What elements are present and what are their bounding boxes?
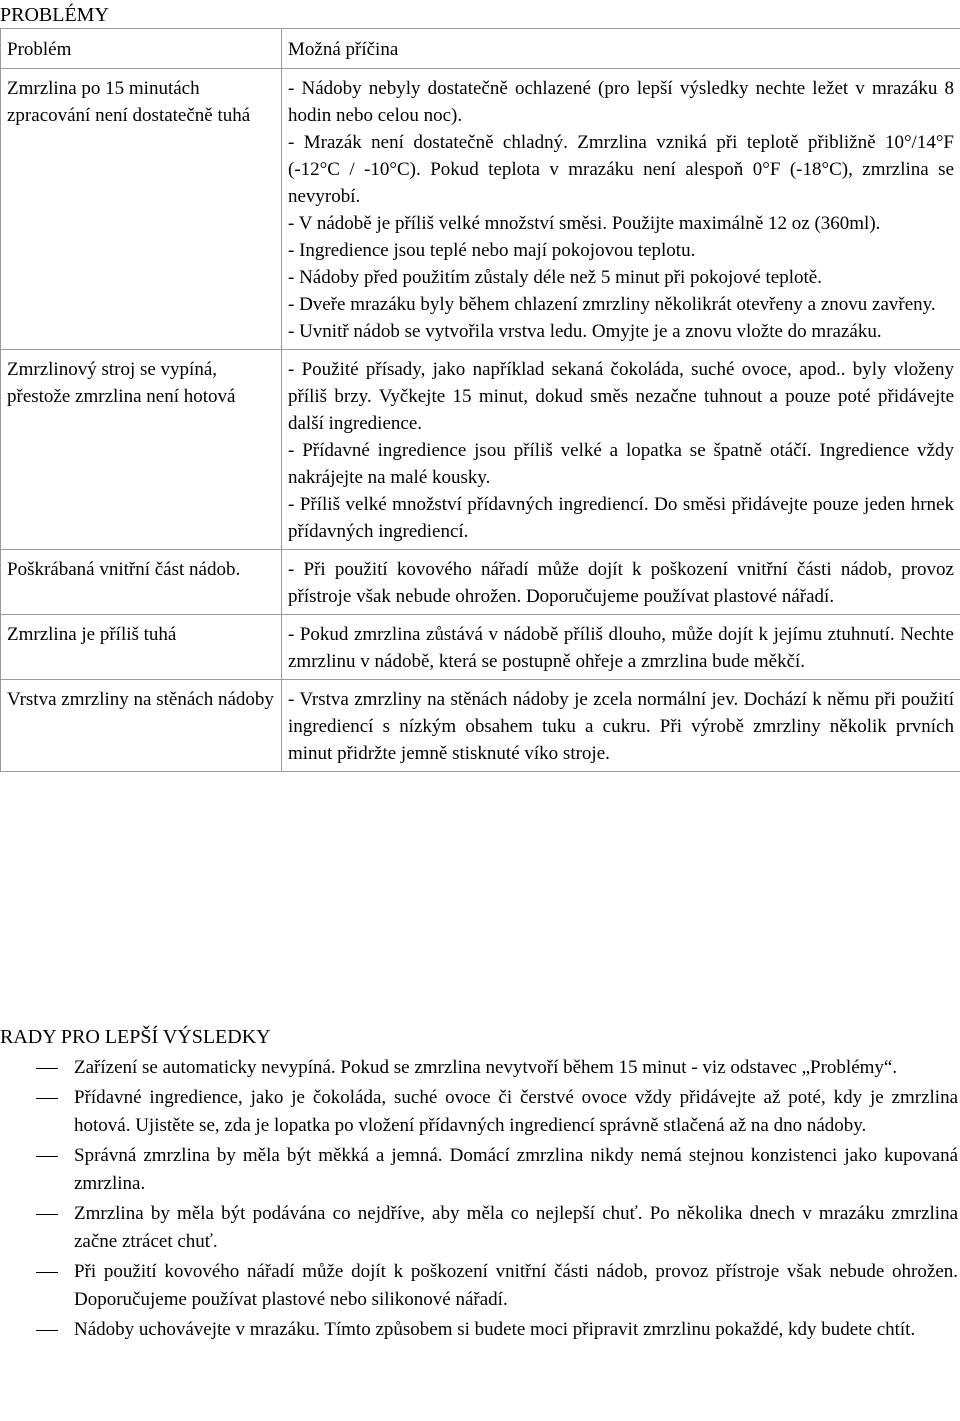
problem-cell: Poškrábaná vnitřní část nádob. [1,550,282,615]
section-heading-tips: RADY PRO LEPŠÍ VÝSLEDKY [0,1026,271,1048]
tip-text: Správná zmrzlina by měla být měkká a jemná. Domácí zmrzlina nikdy nemá stejnou konzistenci jako kupovaná zmrzlina. [74,1145,958,1194]
cause-line: - Přídavné ingredience jsou příliš velké a lopatka se špatně otáčí. Ingredience vždy nakrájejte na malé kousky. [288,440,954,488]
column-header-cause: Možná příčina [282,29,960,69]
cause-line: - Mrazák není dostatečně chladný. Zmrzlina vzniká při teplotě přibližně 10°/14°F (-12°C / -10°C). Pokud teplota v mrazáku není alespoň 0°F (-18°C), zmrzlina se nevyrobí. [288,132,954,207]
cause-line: - Při použití kovového nářadí může dojít k poškození vnitřní části nádob, provoz přístroje však nebude ohrožen. Doporučujeme používat plastové nářadí. [288,559,954,607]
dash-bullet-icon [36,1098,58,1099]
tips-list [0,1054,958,1346]
tip-text: Zařízení se automaticky nevypíná. Pokud se zmrzlina nevytvoří během 15 minut - viz odstavec „Problémy“. [74,1057,898,1078]
dash-bullet-icon [36,1330,58,1331]
cause-cell [282,550,960,615]
cause-cell [282,69,960,350]
cause-line: - Nádoby před použitím zůstaly déle než 5 minut při pokojové teplotě. [288,267,822,288]
cause-line: - Příliš velké množství přídavných ingrediencí. Do směsi přidávejte pouze jeden hrnek přídavných ingrediencí. [288,494,954,542]
dash-bullet-icon [36,1156,58,1157]
section-heading-problems: PROBLÉMY [0,4,109,26]
cause-line: - Ingredience jsou teplé nebo mají pokojovou teplotu. [288,240,696,261]
tip-text: Při použití kovového nářadí může dojít k poškození vnitřní části nádob, provoz přístroje však nebude ohrožen. Doporučujeme používat plastové nebo silikonové nářadí. [74,1261,958,1310]
list-item [0,1142,958,1198]
cause-line: - Nádoby nebyly dostatečně ochlazené (pro lepší výsledky nechte ležet v mrazáku 8 hodin nebo celou noc). [288,78,954,126]
list-item [0,1258,958,1314]
cause-line: - Použité přísady, jako například sekaná čokoláda, suché ovoce, apod.. byly vloženy příliš brzy. Vyčkejte 15 minut, dokud směs nezačne tuhnout a pouze poté přidávejte další ingredience. [288,359,954,434]
table-row [1,680,960,772]
column-header-problem: Problém [1,29,282,69]
cause-line: - Pokud zmrzlina zůstává v nádobě příliš dlouho, může dojít k jejímu ztuhnutí. Nechte zmrzlinu v nádobě, která se postupně ohřeje a zmrzlina bude měkčí. [288,624,954,672]
problem-cell: Zmrzlinový stroj se vypíná, přestože zmrzlina není hotová [1,350,282,550]
table-header-row [1,29,960,69]
troubleshooting-table [0,28,960,772]
problem-cell: Zmrzlina je příliš tuhá [1,615,282,680]
tip-text: Zmrzlina by měla být podávána co nejdříve, aby měla co nejlepší chuť. Po několika dnech v mrazáku zmrzlina začne ztrácet chuť. [74,1203,958,1252]
cause-line: - Vrstva zmrzliny na stěnách nádoby je zcela normální jev. Dochází k němu při použití ingrediencí s nízkým obsahem tuku a cukru. Při výrobě zmrzliny několik prvních minut přidržte jemně stisknuté víko stroje. [288,689,954,764]
cause-line: - Dveře mrazáku byly během chlazení zmrzliny několikrát otevřeny a znovu zavřeny. [288,294,936,315]
dash-bullet-icon [36,1214,58,1215]
tip-text: Přídavné ingredience, jako je čokoláda, suché ovoce či čerstvé ovoce vždy přidávejte až poté, kdy je zmrzlina hotová. Ujistěte se, zda je lopatka po vložení přídavných ingrediencí správně stlačená až na dno nádoby. [74,1087,958,1136]
problem-cell: Zmrzlina po 15 minutách zpracování není dostatečně tuhá [1,69,282,350]
table-row [1,69,960,350]
cause-cell [282,680,960,772]
dash-bullet-icon [36,1272,58,1273]
tip-text: Nádoby uchovávejte v mrazáku. Tímto způsobem si budete moci připravit zmrzlinu pokaždé, kdy budete chtít. [74,1319,916,1340]
list-item [0,1054,958,1082]
table-row [1,550,960,615]
list-item [0,1316,958,1344]
table-row [1,615,960,680]
cause-cell [282,615,960,680]
list-item [0,1200,958,1256]
cause-cell [282,350,960,550]
cause-line: - V nádobě je příliš velké množství směsi. Použijte maximálně 12 oz (360ml). [288,213,881,234]
dash-bullet-icon [36,1068,58,1069]
cause-line: - Uvnitř nádob se vytvořila vrstva ledu. Omyjte je a znovu vložte do mrazáku. [288,321,882,342]
problem-cell: Vrstva zmrzliny na stěnách nádoby [1,680,282,772]
list-item [0,1084,958,1140]
table-row [1,350,960,550]
